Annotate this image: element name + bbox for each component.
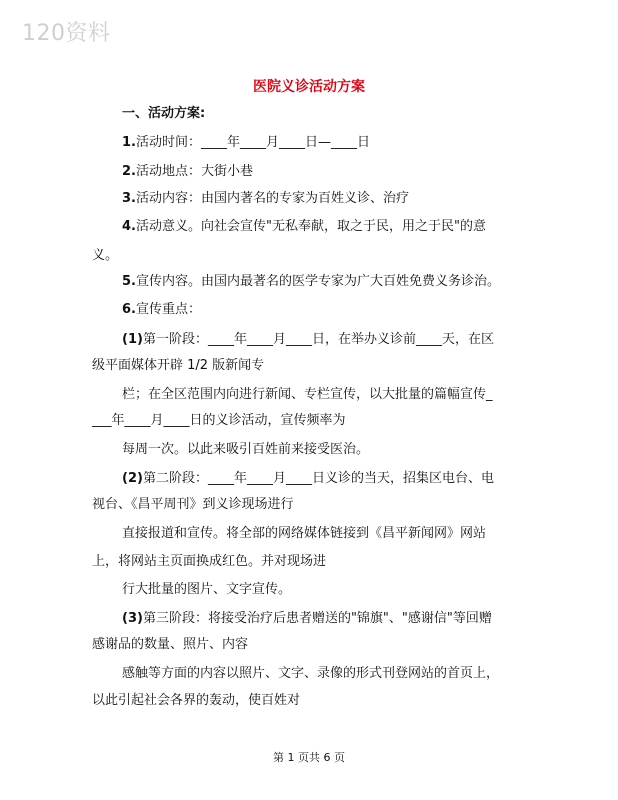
phase-text: 第三阶段：将接受治疗后患者赠送的"锦旗"、"感谢信"等回赠 bbox=[142, 611, 492, 626]
item-text: 活动地点：大街小巷 bbox=[135, 164, 253, 179]
list-item bbox=[122, 190, 409, 208]
page-number: 第 1 页共 6 页 bbox=[273, 751, 345, 764]
list-item bbox=[122, 163, 253, 181]
phase-3-line: 感谢品的数量、照片、内容 bbox=[92, 637, 249, 652]
list-item bbox=[122, 134, 370, 152]
phase-number: (1) bbox=[122, 332, 143, 347]
phase-number: (2) bbox=[122, 471, 143, 486]
item-text: 宣传内容。由国内最著名的医学专家为广大百姓免费义务诊治。 bbox=[135, 274, 500, 289]
phase-1-line: 级平面媒体开辟 1/2 版新闻专 bbox=[92, 358, 265, 373]
item-number: 5. bbox=[122, 274, 136, 289]
phase-2-line: 行大批量的图片、文字宣传。 bbox=[122, 582, 292, 597]
item-text: 活动内容：由国内著名的专家为百姓义诊、治疗 bbox=[135, 191, 409, 206]
phase-3-line bbox=[122, 610, 492, 628]
phase-1-line: 每周一次。以此来吸引百姓前来接受医治。 bbox=[122, 442, 370, 457]
phase-number: (3) bbox=[122, 611, 143, 626]
phase-1-line: 栏；在全区范围内向进行新闻、专栏宣传，以大批量的篇幅宣传_ bbox=[122, 387, 493, 402]
list-item bbox=[122, 301, 201, 319]
phase-2-line: 直接报道和宣传。将全部的网络媒体链接到《昌平新闻网》网站 bbox=[122, 526, 487, 541]
phase-3-line: 感触等方面的内容以照片、文字、录像的形式刊登网站的首页上， bbox=[122, 666, 500, 681]
item-text: 活动意义。向社会宣传"无私奉献，取之于民，用之于民"的意 bbox=[135, 219, 486, 234]
phase-2-line: 上，将网站主页面换成红色。并对现场进 bbox=[92, 554, 327, 569]
phase-2-line bbox=[122, 470, 494, 488]
list-item bbox=[122, 218, 486, 236]
page-title: 医院义诊活动方案 bbox=[253, 79, 365, 95]
phase-3-line: 以此引起社会各界的轰动，使百姓对 bbox=[92, 693, 301, 708]
section-heading: 一、活动方案: bbox=[122, 106, 206, 121]
list-item bbox=[122, 273, 500, 291]
item-number: 6. bbox=[122, 302, 136, 317]
phase-1-line bbox=[122, 331, 494, 349]
phase-2-line: 视台、《昌平周刊》到义诊现场进行 bbox=[92, 497, 294, 512]
phase-text: 第二阶段：____年____月____日义诊的当天，招集区电台、电 bbox=[142, 471, 494, 486]
item-number: 3. bbox=[122, 191, 136, 206]
item-continuation: 义。 bbox=[92, 248, 119, 263]
item-number: 1. bbox=[122, 135, 136, 150]
item-number: 4. bbox=[122, 219, 136, 234]
item-number: 2. bbox=[122, 164, 136, 179]
phase-1-line: ___年____月____日的义诊活动，宣传频率为 bbox=[92, 413, 346, 428]
item-text: 宣传重点： bbox=[135, 302, 201, 317]
phase-text: 第一阶段：____年____月____日，在举办义诊前____天，在区 bbox=[142, 332, 494, 347]
watermark: 120资料 bbox=[22, 21, 111, 46]
item-text: 活动时间：____年____月____日—____日 bbox=[135, 135, 370, 150]
